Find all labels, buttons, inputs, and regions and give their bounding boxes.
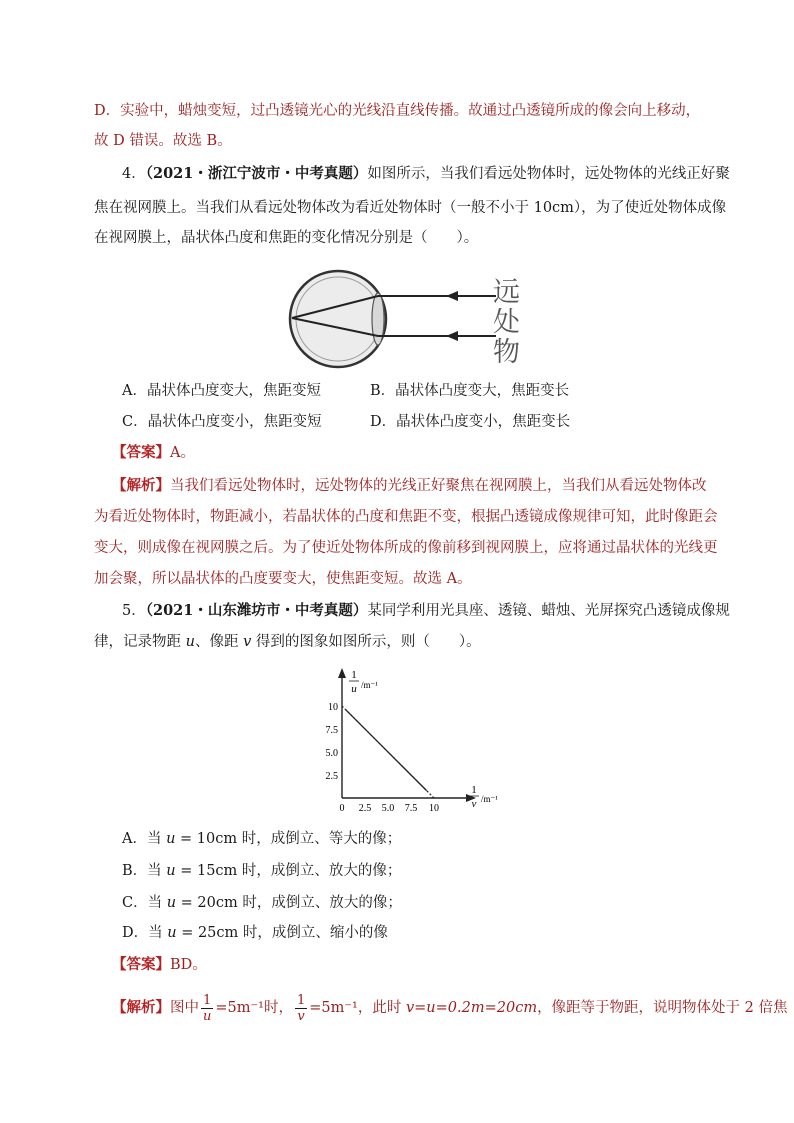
q5-source: （2021・山东潍坊市・中考真题） bbox=[145, 602, 368, 619]
q5-answer-value: BD。 bbox=[170, 957, 207, 973]
y-tick-label: 5.0 bbox=[325, 748, 338, 759]
q5-option-b-u: u bbox=[166, 863, 176, 879]
x-tick-label: 5.0 bbox=[381, 803, 395, 814]
q5-stem-b: 、像距 bbox=[194, 634, 244, 650]
x-tick-label: 0 bbox=[339, 803, 345, 814]
q3-option-d-line1: D．实验中，蜡烛变短，过凸透镜光心的光线沿直线传播。故通过凸透镜所成的像会向上移动， bbox=[94, 103, 701, 119]
q5-stem-a: 律，记录物距 bbox=[94, 634, 186, 650]
q5-analysis-c: =5m⁻¹，此时 bbox=[309, 1000, 406, 1016]
fraction-den: v bbox=[297, 1008, 305, 1024]
series-line bbox=[346, 710, 427, 791]
x-label-num: 1 bbox=[471, 784, 477, 796]
q5-analysis-b: =5m⁻¹时， bbox=[215, 1000, 293, 1016]
x-label-unit: /m⁻¹ bbox=[481, 794, 498, 804]
q5-option-b bbox=[122, 861, 401, 881]
y-axis-label bbox=[349, 669, 378, 695]
q5-stem-line1 bbox=[122, 601, 730, 621]
fraction-num: 1 bbox=[201, 993, 213, 1009]
q4-stem-line3: 在视网膜上，晶状体凸度和焦距的变化情况分别是（ ）。 bbox=[94, 230, 479, 246]
q3-option-d-line2: 故 D 错误。故选 B。 bbox=[94, 133, 232, 149]
q4-option-d: D．晶状体凸度变小，焦距变长 bbox=[370, 414, 571, 430]
q5-analysis-tag: 【解析】 bbox=[112, 999, 170, 1016]
q5-analysis-a: 图中 bbox=[170, 1000, 199, 1016]
q5-option-d-u: u bbox=[167, 925, 177, 941]
q4-number: 4． bbox=[122, 166, 146, 182]
q4-stem-line2: 焦在视网膜上。当我们从看远处物体改为看近处物体时（一般不小于 10cm），为了使近处物体成像 bbox=[94, 200, 727, 216]
q5-analysis-e: ，像距等于物距，说明物体处于 2 倍焦 bbox=[537, 1000, 788, 1016]
q4-answer bbox=[112, 443, 195, 463]
q4-analysis-text1: 当我们看远处物体时，远处物体的光线正好聚焦在视网膜上，当我们从看远处物体改 bbox=[170, 478, 707, 494]
q4-stem-line1 bbox=[122, 164, 730, 184]
q4-answer-tag: 【答案】 bbox=[112, 444, 170, 461]
q5-option-a-u: u bbox=[166, 831, 176, 847]
q4-analysis-line1 bbox=[112, 476, 707, 496]
y-tick-label: 7.5 bbox=[325, 725, 338, 736]
q5-option-d bbox=[122, 923, 388, 943]
fraction-1-over-u bbox=[201, 993, 213, 1024]
q5-stem-line2 bbox=[94, 632, 481, 652]
q5-answer bbox=[112, 955, 207, 975]
arrow-bottom-icon bbox=[446, 331, 458, 341]
q5-stem-text: 某同学利用光具座、透镜、蜡烛、光屏探究凸透镜成像规 bbox=[367, 603, 730, 619]
fraction-num: 1 bbox=[296, 992, 306, 1008]
q5-option-a-eq: = 10cm 时，成倒立、等大的像； bbox=[175, 831, 402, 847]
q4-source: （2021・浙江宁波市・中考真题） bbox=[145, 165, 368, 182]
q5-answer-tag: 【答案】 bbox=[112, 956, 170, 973]
q5-option-d-pre: D．当 bbox=[122, 925, 168, 941]
q4-stem-text: 如图所示，当我们看远处物体时，远处物体的光线正好聚 bbox=[367, 166, 730, 182]
q4-analysis-line4: 加会聚，所以晶状体的凸度要变大，使焦距变短。故选 A。 bbox=[94, 571, 472, 587]
y-label-unit: /m⁻¹ bbox=[361, 680, 378, 690]
q5-option-b-pre: B．当 bbox=[122, 863, 167, 879]
arrow-top-icon bbox=[446, 291, 458, 301]
q4-analysis-tag: 【解析】 bbox=[112, 477, 170, 494]
q5-stem-c: 得到的图象如图所示，则（ ）。 bbox=[251, 634, 481, 650]
q5-option-a bbox=[122, 829, 401, 849]
fraction-1-over-v bbox=[295, 993, 307, 1024]
q4-analysis-line2: 为看近处物体时，物距减小，若晶状体的凸度和焦距不变，根据凸透镜成像规律可知，此时像距会 bbox=[94, 509, 718, 525]
q4-option-b: B．晶状体凸度变大，焦距变长 bbox=[370, 383, 570, 399]
q4-option-c: C．晶状体凸度变小，焦距变短 bbox=[122, 414, 322, 430]
figure-label-1: 远 bbox=[493, 277, 520, 307]
x-tick-label: 7.5 bbox=[404, 803, 418, 814]
y-label-num: 1 bbox=[351, 669, 357, 681]
q5-number: 5． bbox=[122, 603, 146, 619]
y-label-den: u bbox=[351, 683, 357, 695]
figure-label-3: 物 bbox=[493, 337, 520, 367]
q5-option-b-eq: = 15cm 时，成倒立、放大的像； bbox=[175, 863, 402, 879]
y-tick-label: 10 bbox=[328, 702, 338, 713]
fraction-den: u bbox=[203, 1008, 212, 1024]
x-tick-label: 2.5 bbox=[358, 803, 372, 814]
y-tick-label: 2.5 bbox=[325, 771, 338, 782]
q5-option-c-eq: = 20cm 时，成倒立、放大的像； bbox=[176, 895, 402, 911]
q5-option-a-pre: A．当 bbox=[122, 831, 167, 847]
q5-analysis-d: v=u=0.2m=20cm bbox=[405, 1000, 538, 1016]
q5-graph bbox=[318, 664, 508, 814]
lens bbox=[372, 293, 384, 345]
q5-option-c-u: u bbox=[166, 895, 177, 911]
q5-option-d-eq: = 25cm 时，成倒立、缩小的像 bbox=[176, 925, 388, 941]
q5-stem-v: v bbox=[243, 634, 252, 650]
q5-option-c-pre: C．当 bbox=[122, 895, 167, 911]
figure-label-2: 处 bbox=[493, 307, 520, 337]
eye-figure bbox=[286, 268, 526, 372]
q4-answer-value: A。 bbox=[170, 445, 195, 461]
q5-option-c bbox=[122, 893, 402, 913]
q4-option-a: A．晶状体凸度变大，焦距变短 bbox=[122, 383, 321, 399]
q5-analysis-line1 bbox=[112, 990, 788, 1026]
q5-stem-u: u bbox=[185, 634, 195, 650]
y-axis-arrow-icon bbox=[338, 668, 346, 678]
x-tick-label: 10 bbox=[429, 803, 439, 814]
q4-analysis-line3: 变大，则成像在视网膜之后。为了使近处物体所成的像前移到视网膜上，应将通过晶状体的光线更 bbox=[94, 540, 718, 556]
x-label-den: v bbox=[471, 798, 477, 810]
